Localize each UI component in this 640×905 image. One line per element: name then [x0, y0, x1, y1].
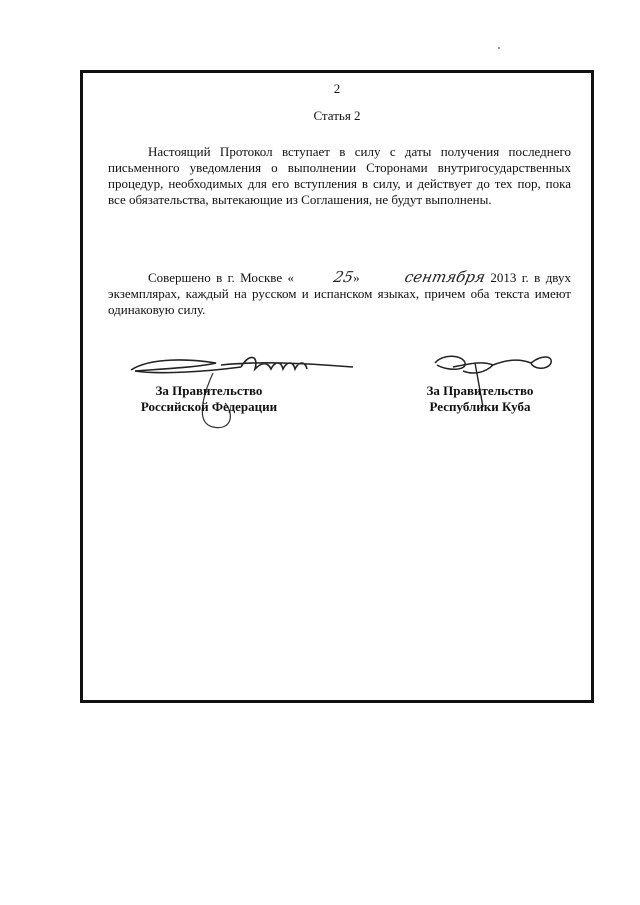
- execution-suffix: 2013 г. в двух экземплярах, каждый на русском и испанском языках, причем оба текста имеют одинаковую силу.: [108, 270, 572, 317]
- caption-line-1: За Правительство: [155, 383, 263, 398]
- article-paragraph: Настоящий Протокол вступает в силу с даты получения последнего письменного уведомления о выполнении Сторонами внутригосударственных процедур, необходимых для его вступления в силу, и действует до тех пор, пока все обязательства, вытекающие из Соглашения, не будут выполнены.: [108, 144, 571, 207]
- execution-paragraph: [108, 269, 571, 318]
- caption-line-2: Республики Куба: [429, 399, 531, 414]
- signature-block-russia: [121, 345, 361, 435]
- handwritten-month: сентября: [403, 268, 487, 286]
- document-frame: [80, 70, 594, 703]
- scan-speck: [498, 47, 500, 49]
- execution-prefix: Совершено в г. Москве «: [148, 270, 294, 285]
- signature-caption-russia: [129, 383, 289, 415]
- article-title: Статья 2: [313, 108, 361, 123]
- signature-block-cuba: [413, 345, 640, 435]
- handwritten-day: 25: [332, 268, 355, 286]
- caption-line-2: Российской Федерации: [140, 399, 278, 414]
- page-number: 2: [333, 81, 341, 96]
- execution-middle: »: [353, 270, 365, 285]
- signature-caption-cuba: [405, 383, 555, 415]
- caption-line-1: За Правительство: [426, 383, 534, 398]
